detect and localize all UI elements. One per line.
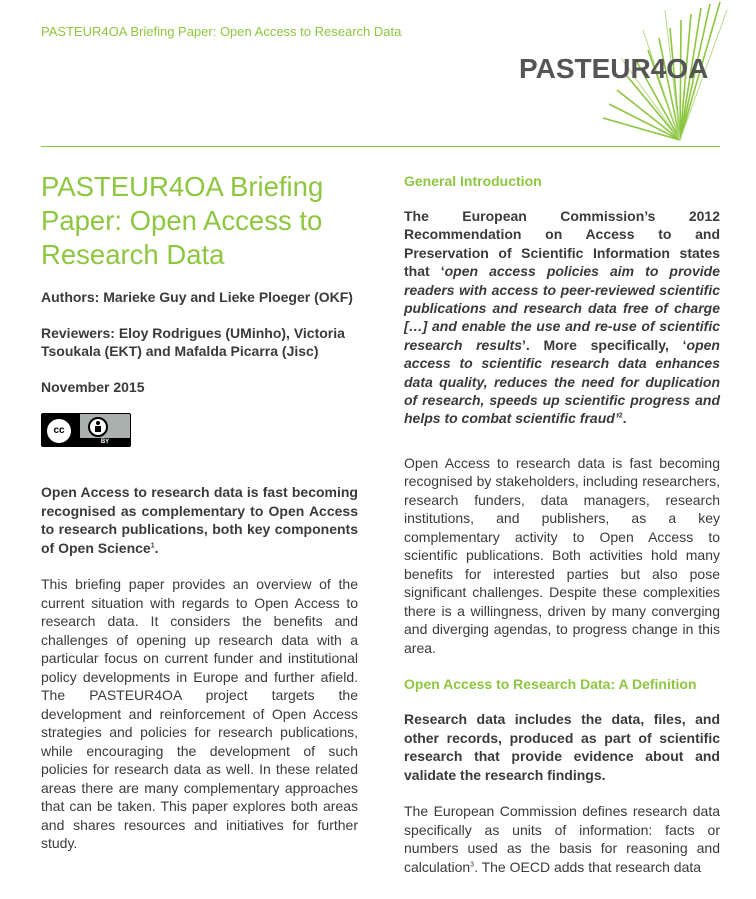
definition-paragraph-1: Research data includes the data, files, and other records, produced as part of scientific research that provide evidence about and validate the research findings. [404, 711, 720, 783]
document-title: PASTEUR4OA Briefing Paper: Open Access to Research Data [41, 171, 324, 270]
left-column [41, 170, 358, 871]
right-column [404, 172, 720, 894]
svg-text:PASTEUR4OA: PASTEUR4OA [519, 53, 709, 84]
publication-date: November 2015 [41, 378, 145, 395]
by-label: BY [80, 438, 130, 446]
cc-by-license-badge [41, 413, 131, 447]
intro-paragraph-2: Open Access to research data is fast becoming recognised by stakeholders, including researchers, research funders, data managers, research institutions, and publishers, as a key complementary activity to Open Access to scientific publications. Both activities hold many benefits for interested parties but also pose significant challenges. Despite these complexities there is a willingness, driven by many converging and diverging agendas, to progress change in this area. [404, 454, 720, 656]
section-heading-definition: Open Access to Research Data: A Definition [404, 676, 697, 693]
pasteur4oa-logo [505, 0, 735, 145]
running-header: PASTEUR4OA Briefing Paper: Open Access to Research Data [41, 24, 402, 39]
section-heading-introduction: General Introduction [404, 173, 542, 189]
creative-commons-icon: cc [45, 417, 73, 445]
reviewers: Reviewers: Eloy Rodrigues (UMinho), Victoria Tsoukala (EKT) and Mafalda Picarra (Jisc) [41, 324, 345, 359]
body-paragraph: This briefing paper provides an overview of the current situation with regards to Open Access to research data. It considers the benefits and challenges of opening up research data with a particular focus on current funder and institutional policy developments in Europe and further afield. The PASTEUR4OA project targets the development and reinforcement of Open Access strategies and policies for research publications, while encouraging the development of such policies for research data as well. In these related areas there are many complementary approaches that can be taken. This paper explores both areas and shares resources and initiatives for further study. [41, 576, 358, 851]
attribution-person-icon [88, 417, 108, 437]
intro-paragraph-1: The European Commission’s 2012 Recommendation on Access to and Preservation of Scientific Information states that ‘open access policies aim to provide readers with access to peer-reviewed scientific publications and research data free of charge […] and enable the use and re-use of scientific research results’. More specifically, ‘open access to scientific research data enhances data quality, reduces the need for duplication of research, speeds up scientific progress and helps to combat scientific fraud’$^2$. [404, 208, 720, 427]
summary-paragraph: Open Access to research data is fast becoming recognised as complementary to Open Access to research publications, both key components of Open Science$^1$. [41, 484, 358, 556]
definition-paragraph-2: The European Commission defines research data specifically as units of information: facts or numbers used as the basis for reasoning and calculation$^3$. The OECD adds that research data [404, 803, 720, 875]
footnote-ref-3[interactable]: 3 [470, 861, 475, 869]
authors: Authors: Marieke Guy and Lieke Ploeger (OKF) [41, 289, 353, 305]
footnote-ref-2[interactable]: 2 [618, 412, 623, 420]
header-rule [41, 146, 720, 147]
footnote-ref-1[interactable]: 1 [150, 541, 155, 549]
